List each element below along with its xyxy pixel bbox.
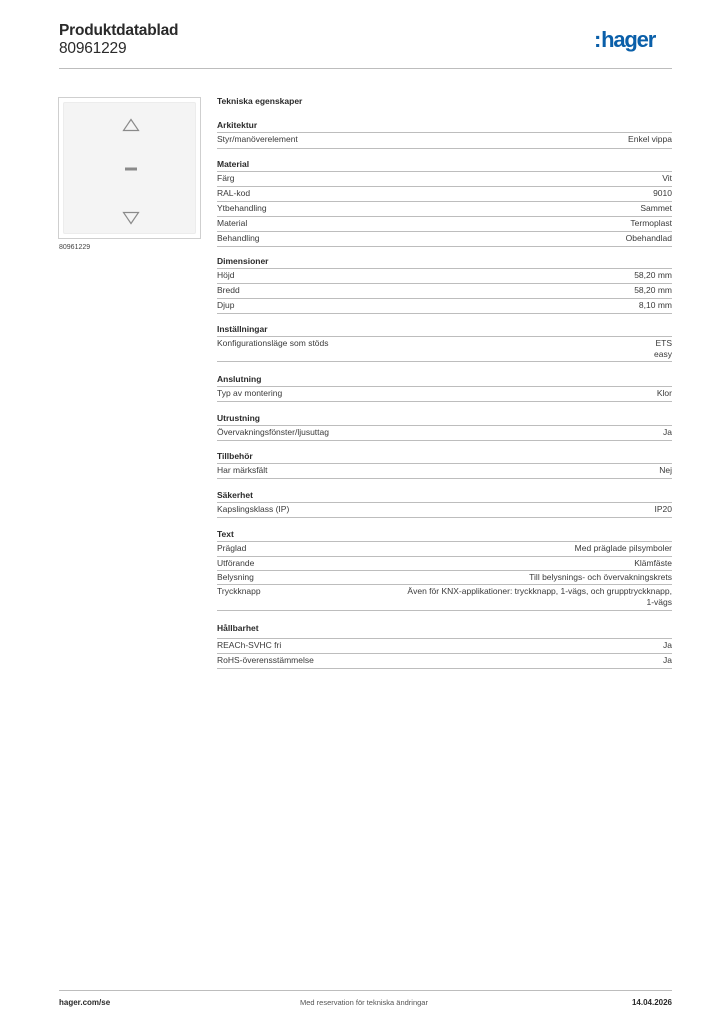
spec-key: Styr/manöverelement — [217, 134, 298, 144]
section-divider — [217, 313, 672, 314]
spec-row — [217, 556, 672, 571]
spec-row — [217, 425, 672, 440]
spec-value-line: Även för KNX-applikationer: tryckknapp, 1-vägs, och grupptryckknapp, — [407, 586, 672, 596]
spec-key: Bredd — [217, 285, 240, 295]
section-title-anslutning: Anslutning — [217, 374, 262, 384]
arrow-down-icon — [122, 211, 140, 225]
spec-value — [654, 338, 672, 360]
spec-value: Ja — [663, 655, 672, 665]
section-divider — [217, 610, 672, 611]
spec-value: Ja — [663, 640, 672, 650]
spec-row — [217, 186, 672, 201]
section-title-dimensioner: Dimensioner — [217, 256, 269, 266]
spec-value: 58,20 mm — [634, 285, 672, 295]
section-divider — [217, 401, 672, 402]
spec-key: Har märksfält — [217, 465, 268, 475]
spec-row — [217, 268, 672, 283]
switch-plate — [63, 102, 196, 234]
spec-key: Tryckknapp — [217, 586, 261, 596]
spec-row — [217, 584, 672, 610]
specs-heading: Tekniska egenskaper — [217, 96, 303, 106]
section-title-hallbarhet: Hållbarhet — [217, 623, 259, 633]
spec-value: Med präglade pilsymboler — [574, 543, 672, 553]
section-title-utrustning: Utrustning — [217, 413, 260, 423]
dash-icon — [125, 167, 137, 171]
spec-row — [217, 638, 672, 653]
spec-key: Behandling — [217, 233, 260, 243]
spec-key: Djup — [217, 300, 235, 310]
spec-value-line: 1-vägs — [646, 597, 672, 607]
spec-key: Höjd — [217, 270, 235, 280]
spec-value: Ja — [663, 427, 672, 437]
spec-row — [217, 541, 672, 556]
spec-row — [217, 171, 672, 186]
spec-row — [217, 570, 672, 585]
spec-value: Enkel vippa — [628, 134, 672, 144]
spec-value: IP20 — [654, 504, 672, 514]
hager-logo — [594, 29, 655, 51]
section-divider — [217, 246, 672, 247]
product-number: 80961229 — [59, 40, 127, 57]
section-divider — [217, 440, 672, 441]
spec-row — [217, 336, 672, 361]
section-divider — [217, 668, 672, 669]
spec-value — [407, 586, 672, 608]
spec-key: Utförande — [217, 558, 255, 568]
logo-dot: : — [594, 27, 601, 52]
section-title-tillbehor: Tillbehör — [217, 451, 253, 461]
page-title: Produktdatablad — [59, 22, 179, 39]
spec-value: 8,10 mm — [638, 300, 672, 310]
spec-value: Klämfäste — [634, 558, 672, 568]
spec-row — [217, 502, 672, 517]
spec-key: Övervakningsfönster/ljusuttag — [217, 427, 329, 437]
spec-key: Typ av montering — [217, 388, 283, 398]
spec-row — [217, 132, 672, 147]
spec-row — [217, 283, 672, 298]
spec-row — [217, 298, 672, 313]
spec-value: Klor — [656, 388, 672, 398]
spec-key: REACh-SVHC fri — [217, 640, 282, 650]
spec-row — [217, 653, 672, 668]
spec-key: Ytbehandling — [217, 203, 267, 213]
spec-value: 58,20 mm — [634, 270, 672, 280]
spec-key: Kapslingsklass (IP) — [217, 504, 290, 514]
spec-key: RAL-kod — [217, 188, 251, 198]
spec-key: RoHS-överensstämmelse — [217, 655, 314, 665]
section-title-sakerhet: Säkerhet — [217, 490, 253, 500]
section-title-text: Text — [217, 529, 234, 539]
spec-row — [217, 231, 672, 246]
spec-row — [217, 201, 672, 216]
spec-row — [217, 463, 672, 478]
spec-value: Vit — [662, 173, 672, 183]
spec-value-line: easy — [654, 349, 672, 359]
product-image — [58, 97, 201, 239]
spec-value: Obehandlad — [625, 233, 672, 243]
spec-key: Material — [217, 218, 248, 228]
spec-row — [217, 216, 672, 231]
header-divider — [59, 68, 672, 69]
spec-row — [217, 386, 672, 401]
footer-disclaimer: Med reservation för tekniska ändringar — [300, 998, 428, 1007]
section-title-material: Material — [217, 159, 250, 169]
product-caption: 80961229 — [59, 244, 91, 251]
footer-website: hager.com/se — [59, 998, 111, 1007]
section-title-arkitektur: Arkitektur — [217, 120, 258, 130]
spec-key: Präglad — [217, 543, 247, 553]
arrow-up-icon — [122, 118, 140, 132]
section-divider — [217, 148, 672, 149]
spec-value: 9010 — [653, 188, 672, 198]
footer-date: 14.04.2026 — [631, 998, 672, 1007]
spec-value-line: ETS — [655, 338, 672, 348]
spec-value: Termoplast — [630, 218, 672, 228]
logo-text: hager — [601, 27, 656, 52]
section-divider — [217, 478, 672, 479]
spec-key: Konfigurationsläge som stöds — [217, 338, 329, 348]
section-divider — [217, 517, 672, 518]
footer-divider — [59, 990, 672, 991]
spec-value: Till belysnings- och övervakningskrets — [529, 572, 672, 582]
spec-value: Nej — [659, 465, 672, 475]
spec-value: Sammet — [640, 203, 672, 213]
section-divider — [217, 361, 672, 362]
section-title-installningar: Inställningar — [217, 324, 268, 334]
spec-key: Belysning — [217, 572, 254, 582]
spec-key: Färg — [217, 173, 235, 183]
